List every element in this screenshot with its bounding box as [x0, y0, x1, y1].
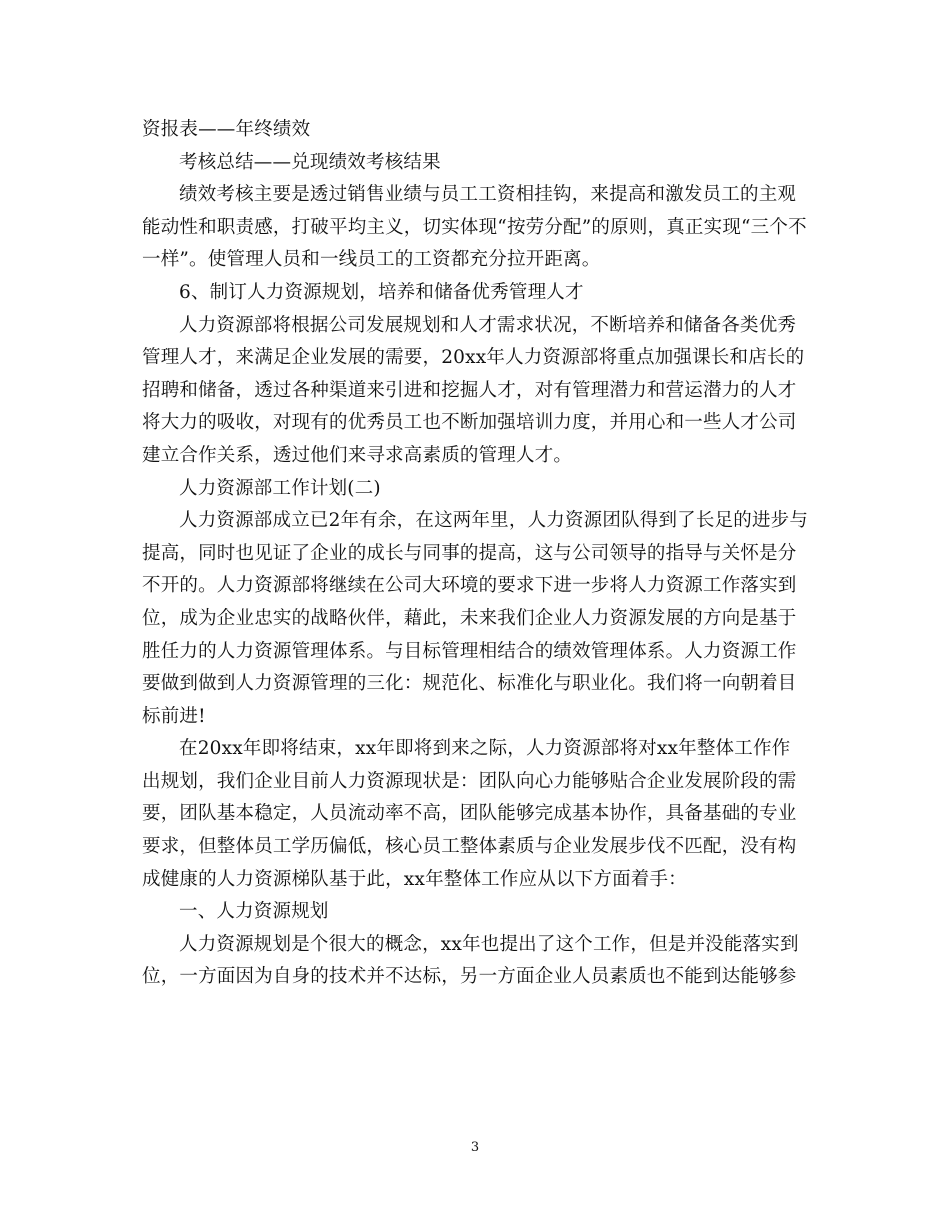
paragraph-line: 人力资源规划是个很大的概念，xx年也提出了这个工作，但是并没能落实到: [179, 933, 799, 955]
paragraph-line: 提高，同时也见证了企业的成长与同事的提高，这与公司领导的指导与关怀是分: [142, 542, 797, 564]
paragraph-line: 位，成为企业忠实的战略伙伴，藉此，未来我们企业人力资源发展的方向是基于: [142, 607, 797, 629]
paragraph-line: 在20xx年即将结束，xx年即将到来之际，人力资源部将对xx年整体工作作: [179, 738, 791, 760]
section-heading: 考核总结——兑现绩效考核结果: [179, 151, 441, 173]
section-heading: 一、人力资源规划: [179, 901, 329, 923]
paragraph-line: 要求，但整体员工学历偏低，核心员工整体素质与企业发展步伐不匹配，没有构: [142, 836, 797, 858]
paragraph-line: 位，一方面因为自身的技术并不达标，另一方面企业人员素质也不能到达能够参: [142, 966, 797, 988]
paragraph-line: 标前进!: [142, 705, 206, 727]
text-line: 资报表——年终绩效: [142, 119, 311, 140]
section-heading: 人力资源部工作计划(二): [179, 477, 381, 499]
page-number: 3: [470, 1140, 480, 1155]
paragraph-line: 人力资源部将根据公司发展规划和人才需求状况，不断培养和储备各类优秀: [179, 314, 797, 336]
paragraph-line: 成健康的人力资源梯队基于此，xx年整体工作应从以下方面着手：: [142, 868, 687, 890]
section-heading: 6、制订人力资源规划，培养和储备优秀管理人才: [179, 281, 584, 303]
paragraph-line: 将大力的吸收，对现有的优秀员工也不断加强培训力度，并用心和一些人才公司: [142, 412, 797, 434]
paragraph-line: 要，团队基本稳定，人员流动率不高，团队能够完成基本协作，具备基础的专业: [142, 803, 797, 825]
paragraph-line: 不开的。人力资源部将继续在公司大环境的要求下进一步将人力资源工作落实到: [142, 575, 797, 597]
paragraph-line: 一样”。使管理人员和一线员工的工资都充分拉开距离。: [142, 249, 601, 271]
paragraph-line: 招聘和储备，透过各种渠道来引进和挖掘人才，对有管理潜力和营运潜力的人才: [142, 379, 797, 401]
paragraph-line: 能动性和职责感，打破平均主义，切实体现“按劳分配”的原则，真正实现“三个不: [142, 216, 807, 238]
paragraph-line: 出规划，我们企业目前人力资源现状是：团队向心力能够贴合企业发展阶段的需: [142, 770, 797, 792]
paragraph-line: 胜任力的人力资源管理体系。与目标管理相结合的绩效管理体系。人力资源工作: [142, 640, 797, 662]
paragraph-line: 建立合作关系，透过他们来寻求高素质的管理人才。: [142, 444, 573, 466]
paragraph-line: 绩效考核主要是透过销售业绩与员工工资相挂钩，来提高和激发员工的主观: [179, 184, 797, 206]
paragraph-line: 人力资源部成立已2年有余，在这两年里，人力资源团队得到了长足的进步与: [179, 510, 809, 532]
paragraph-line: 管理人才，来满足企业发展的需要，20xx年人力资源部将重点加强课长和店长的: [142, 347, 805, 369]
paragraph-line: 要做到做到人力资源管理的三化：规范化、标准化与职业化。我们将一向朝着目: [142, 673, 797, 695]
document-body: [142, 114, 814, 994]
